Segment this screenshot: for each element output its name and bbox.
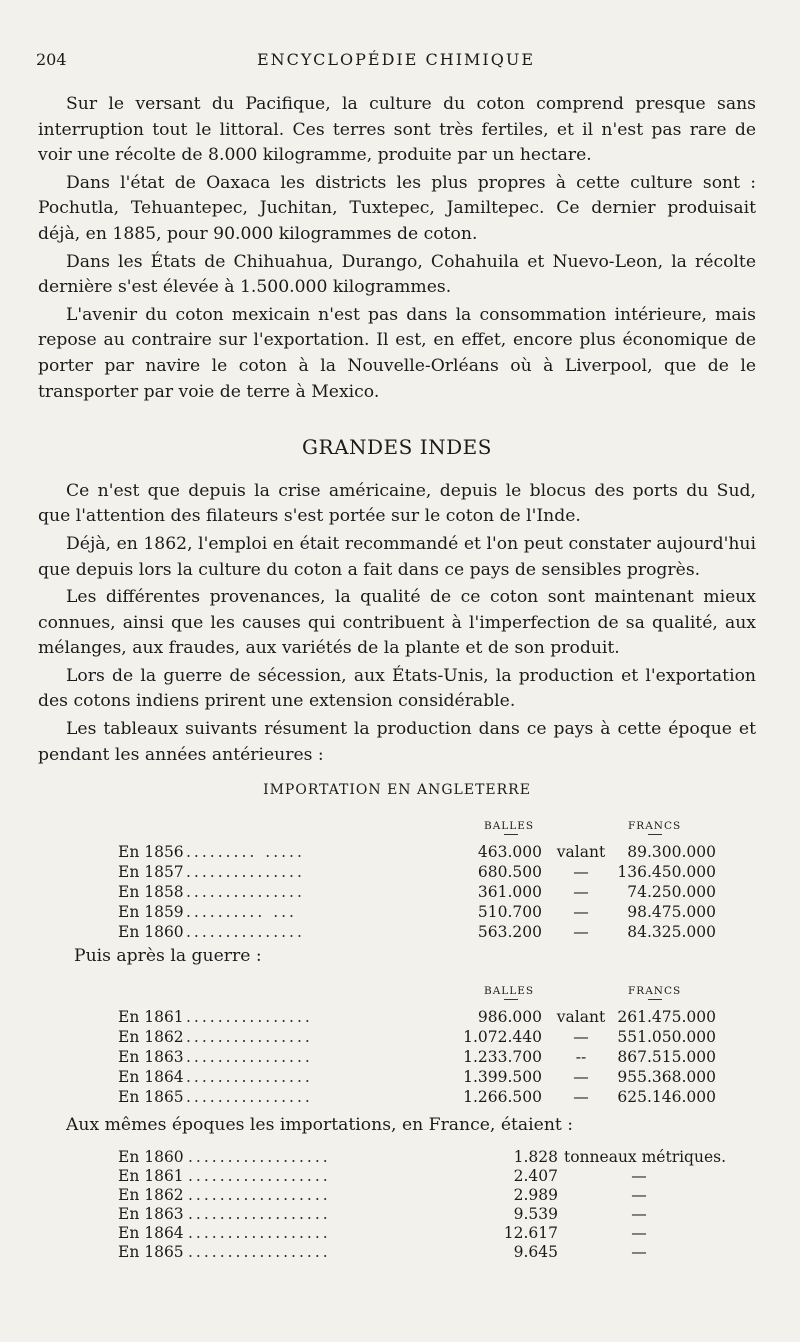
row-separator: — xyxy=(573,1088,589,1107)
row-leader-dots: .................. xyxy=(188,1205,331,1224)
row-leader-dots: ................ xyxy=(186,1028,313,1047)
row-value: 12.617 xyxy=(503,1224,558,1243)
row-francs: 261.475.000 xyxy=(617,1008,716,1027)
paragraph: Dans l'état de Oaxaca les districts les plus propres à cette culture sont : Pochutla, Tehuantepec, Juchitan, Tuxtepec, Jamiltepec. Ce dernier produisait déjà, en 1885, pour 90.000 kilogrammes de coton. xyxy=(38,172,756,244)
paragraph: L'avenir du coton mexicain n'est pas dans la consommation intérieure, mais repose au contraire sur l'exportation. Il est, en effet, encore plus économique de porter par navire le coton à la Nouvelle-Orléans où à Liverpool, que de le transporter par voie de terre à Mexico. xyxy=(38,304,756,402)
row-balles: 1.072.440 xyxy=(463,1028,542,1047)
after-war-label: Puis après la guerre : xyxy=(74,945,262,966)
table-row xyxy=(38,1045,756,1065)
table-title: IMPORTATION EN ANGLETERRE xyxy=(263,782,531,799)
row-year: En 1863 xyxy=(118,1205,184,1224)
paragraph: Ce n'est que depuis la crise américaine, depuis le blocus des ports du Sud, que l'attention des filateurs s'est portée sur le coton de l'Inde. xyxy=(38,480,756,527)
row-balles: 986.000 xyxy=(477,1008,542,1027)
row-separator: — xyxy=(573,1068,589,1087)
row-value: 1.828 xyxy=(513,1148,558,1167)
row-leader-dots: .................. xyxy=(188,1148,331,1167)
row-leader-dots: ............... xyxy=(186,882,305,901)
row-francs: 98.475.000 xyxy=(627,902,716,921)
row-year: En 1864 xyxy=(118,1068,184,1087)
row-value: 9.645 xyxy=(513,1243,558,1262)
row-francs: 136.450.000 xyxy=(617,862,716,881)
row-leader-dots: ......... ..... xyxy=(186,842,305,861)
column-headers xyxy=(38,975,756,999)
table-row xyxy=(38,1164,756,1186)
england-table-before-war xyxy=(38,810,756,940)
row-year: En 1863 xyxy=(118,1048,184,1067)
row-separator: valant xyxy=(556,1008,606,1027)
row-leader-dots: .................. xyxy=(188,1224,331,1243)
row-year: En 1858 xyxy=(118,882,184,901)
france-imports-table xyxy=(38,1145,756,1262)
row-separator: -- xyxy=(575,1048,587,1067)
row-leader-dots: ................ xyxy=(186,1048,313,1067)
paragraph: Sur le versant du Pacifique, la culture du coton comprend presque sans interruption tout le littoral. Ces terres sont très fertiles, et il n'est pas rare de voir une récolte de 8.000 kilogramme, produite par un hectare. xyxy=(38,94,756,166)
row-leader-dots: ............... xyxy=(186,862,305,881)
row-unit: — xyxy=(631,1205,647,1224)
row-year: En 1862 xyxy=(118,1028,184,1047)
table-row xyxy=(38,1221,756,1243)
row-unit: — xyxy=(631,1186,647,1205)
row-francs: 867.515.000 xyxy=(617,1048,716,1067)
row-leader-dots: .................. xyxy=(188,1243,331,1262)
row-unit: — xyxy=(631,1224,647,1243)
row-value: 9.539 xyxy=(513,1205,558,1224)
row-leader-dots: .................. xyxy=(188,1186,331,1205)
table-row xyxy=(38,900,756,920)
row-francs: 955.368.000 xyxy=(617,1068,716,1087)
section-title: GRANDES INDES xyxy=(302,435,492,460)
row-year: En 1864 xyxy=(118,1224,184,1243)
row-leader-dots: ............... xyxy=(186,922,305,941)
table-row xyxy=(38,1240,756,1262)
row-unit: tonneaux métriques. xyxy=(564,1148,727,1167)
france-intro: Aux mêmes époques les importations, en France, étaient : xyxy=(66,1115,574,1136)
row-year: En 1865 xyxy=(118,1243,184,1262)
paragraph: Les différentes provenances, la qualité de ce coton sont maintenant mieux connues, ainsi que les causes qui contribuent à l'imperfection de sa qualité, aux mélanges, aux fraudes, aux variétés de la plante et de son produit. xyxy=(38,587,756,659)
row-year: En 1856 xyxy=(118,842,184,861)
row-separator: — xyxy=(573,922,589,941)
paragraph: Les tableaux suivants résument la production dans ce pays à cette époque et pendant les années antérieures : xyxy=(38,719,756,765)
row-francs: 74.250.000 xyxy=(627,882,716,901)
table-row xyxy=(38,880,756,900)
row-francs: 84.325.000 xyxy=(627,922,716,941)
row-value: 2.989 xyxy=(513,1186,558,1205)
body-text xyxy=(38,92,756,1262)
row-leader-dots: .................. xyxy=(188,1167,331,1186)
table-row xyxy=(38,1202,756,1224)
row-year: En 1861 xyxy=(118,1008,184,1027)
running-title: ENCYCLOPÉDIE CHIMIQUE xyxy=(256,50,536,69)
row-year: En 1865 xyxy=(118,1088,184,1107)
row-leader-dots: .......... ... xyxy=(186,902,297,921)
england-table-after-war xyxy=(38,975,756,1105)
header-dash xyxy=(648,999,662,1000)
table-row xyxy=(38,1085,756,1105)
balles-column-header: BALLES xyxy=(484,819,535,832)
paragraph: Lors de la guerre de sécession, aux États-Unis, la production et l'exportation des cotons indiens prirent une extension considérable. xyxy=(38,665,756,712)
row-year: En 1860 xyxy=(118,922,184,941)
paragraph: Déjà, en 1862, l'emploi en était recommandé et l'on peut constater aujourd'hui que depuis lors la culture du coton a fait dans ce pays de sensibles progrès. xyxy=(38,533,756,580)
row-separator: — xyxy=(573,1028,589,1047)
row-francs: 551.050.000 xyxy=(617,1028,716,1047)
row-balles: 1.233.700 xyxy=(463,1048,542,1067)
row-francs: 625.146.000 xyxy=(617,1088,716,1107)
table-row xyxy=(38,1145,756,1167)
francs-column-header: FRANCS xyxy=(628,819,682,832)
table-row xyxy=(38,1183,756,1205)
row-separator: — xyxy=(573,902,589,921)
header-dash xyxy=(504,834,518,835)
row-year: En 1860 xyxy=(118,1148,184,1167)
row-year: En 1861 xyxy=(118,1167,184,1186)
row-value: 2.407 xyxy=(513,1167,558,1186)
row-francs: 89.300.000 xyxy=(627,842,716,861)
balles-column-header: BALLES xyxy=(484,985,535,998)
table-row xyxy=(38,1065,756,1085)
row-leader-dots: ................ xyxy=(186,1068,313,1087)
row-year: En 1857 xyxy=(118,862,184,881)
column-headers xyxy=(38,810,756,834)
table-row xyxy=(38,1005,756,1025)
page-number: 204 xyxy=(36,50,67,69)
table-row xyxy=(38,920,756,940)
francs-column-header: FRANCS xyxy=(628,985,682,998)
row-balles: 1.266.500 xyxy=(463,1088,542,1107)
header-dash xyxy=(504,999,518,1000)
row-leader-dots: ................ xyxy=(186,1008,313,1027)
table-row xyxy=(38,840,756,860)
page-header xyxy=(36,50,756,74)
table-row xyxy=(38,1025,756,1045)
row-year: En 1862 xyxy=(118,1186,184,1205)
header-dash xyxy=(648,834,662,835)
row-year: En 1859 xyxy=(118,902,184,921)
row-unit: — xyxy=(631,1243,647,1262)
row-balles: 563.200 xyxy=(477,922,542,941)
row-leader-dots: ................ xyxy=(186,1088,313,1107)
paragraph: Dans les États de Chihuahua, Durango, Cohahuila et Nuevo-Leon, la récolte dernière s'est élevée à 1.500.000 kilogrammes. xyxy=(38,251,756,298)
row-balles: 510.700 xyxy=(477,902,542,921)
row-separator: — xyxy=(573,882,589,901)
table-row xyxy=(38,860,756,880)
row-separator: — xyxy=(573,862,589,881)
row-balles: 463.000 xyxy=(477,842,542,861)
row-separator: valant xyxy=(556,842,606,861)
row-unit: — xyxy=(631,1167,647,1186)
row-balles: 1.399.500 xyxy=(463,1068,542,1087)
row-balles: 361.000 xyxy=(477,882,542,901)
row-balles: 680.500 xyxy=(477,862,542,881)
